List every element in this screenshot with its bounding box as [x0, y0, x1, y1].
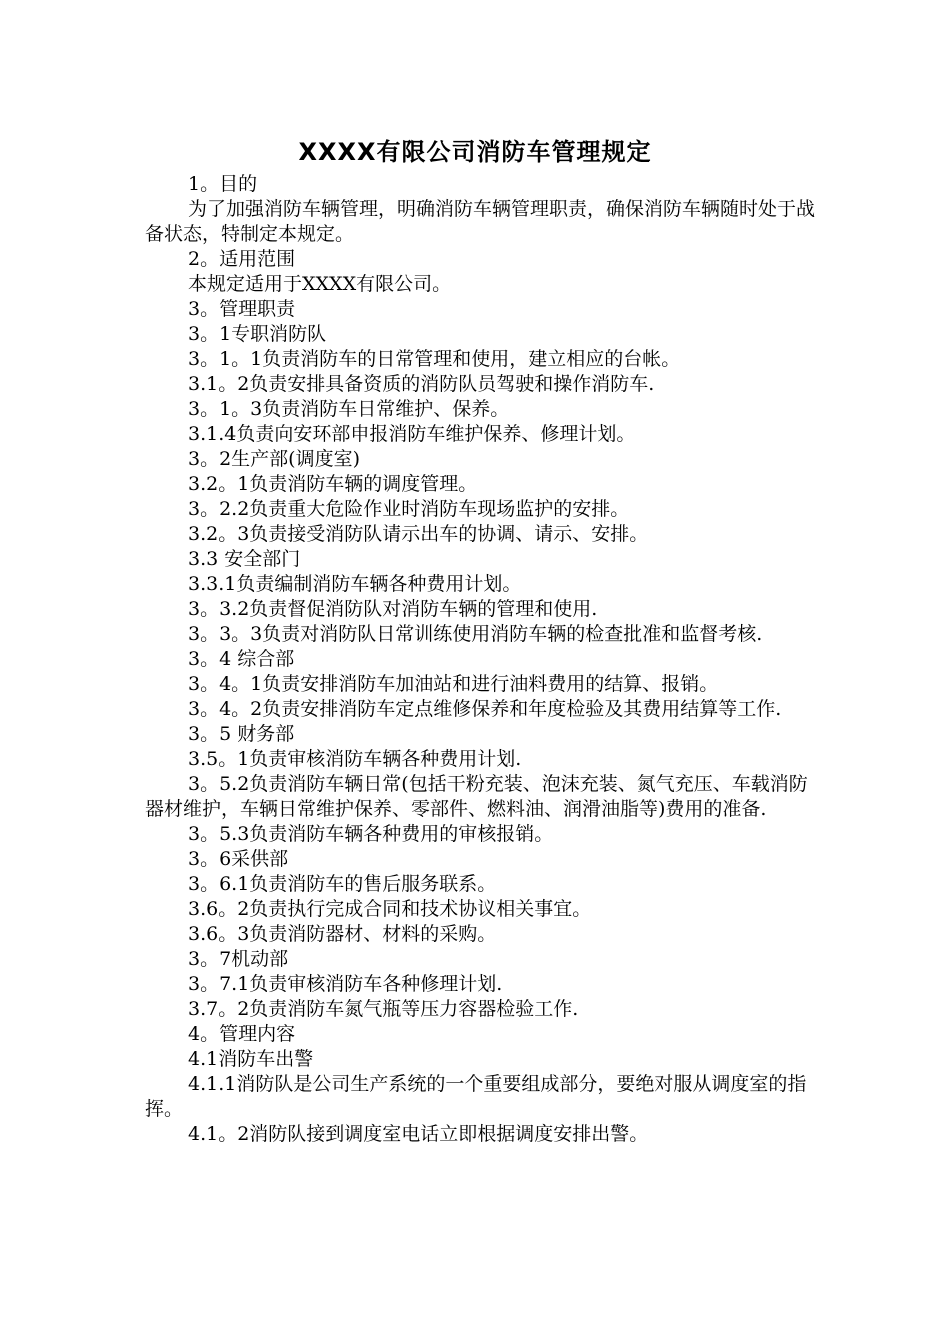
paragraph: 4.1。2消防队接到调度室电话立即根据调度安排出警。: [188, 1123, 649, 1145]
paragraph: 为了加强消防车辆管理，明确消防车辆管理职责，确保消防车辆随时处于战备状态，特制定本规定。: [145, 198, 816, 245]
paragraph: 3。5.2负责消防车辆日常(包括干粉充装、泡沫充装、氮气充压、车载消防器材维护，车辆日常维护保养、零部件、燃料油、润滑油脂等)费用的准备.: [145, 773, 808, 820]
paragraph: 3。6采供部: [188, 848, 289, 870]
paragraph: 3。5 财务部: [188, 723, 295, 745]
paragraph: 3。1。3负责消防车日常维护、保养。: [188, 398, 510, 420]
paragraph: 3.1.4负责向安环部申报消防车维护保养、修理计划。: [188, 423, 636, 445]
paragraph: 3。7.1负责审核消防车各种修理计划.: [188, 973, 503, 995]
paragraph: 4。管理内容: [188, 1023, 296, 1045]
paragraph: 3。6.1负责消防车的售后服务联系。: [188, 873, 497, 895]
document-title: XXXX有限公司消防车管理规定: [298, 138, 652, 166]
paragraph: 1。目的: [188, 173, 258, 195]
paragraph: 4.1.1消防队是公司生产系统的一个重要组成部分，要绝对服从调度室的指挥。: [145, 1073, 807, 1120]
paragraph: 3。4 综合部: [188, 648, 295, 670]
paragraph: 3。5.3负责消防车辆各种费用的审核报销。: [188, 823, 554, 845]
paragraph: 3.2。3负责接受消防队请示出车的协调、请示、安排。: [188, 523, 649, 545]
paragraph: 3。1。1负责消防车的日常管理和使用，建立相应的台帐。: [188, 348, 681, 370]
document-body: [145, 172, 825, 1147]
paragraph: 3。4。1负责安排消防车加油站和进行油料费用的结算、报销。: [188, 673, 719, 695]
paragraph: 本规定适用于XXXX有限公司。: [188, 273, 452, 295]
paragraph: 3。4。2负责安排消防车定点维修保养和年度检验及其费用结算等工作.: [188, 698, 782, 720]
paragraph: 3。3.2负责督促消防队对消防车辆的管理和使用.: [188, 598, 598, 620]
paragraph: 3.6。3负责消防器材、材料的采购。: [188, 923, 497, 945]
paragraph: 3。7机动部: [188, 948, 289, 970]
paragraph: 3.3.1负责编制消防车辆各种费用计划。: [188, 573, 522, 595]
paragraph: 3。2生产部(调度室): [188, 448, 361, 470]
paragraph: 3.5。1负责审核消防车辆各种费用计划.: [188, 748, 522, 770]
paragraph: 3.1。2负责安排具备资质的消防队员驾驶和操作消防车.: [188, 373, 655, 395]
paragraph: 4.1消防车出警: [188, 1048, 314, 1070]
paragraph: 3.6。2负责执行完成合同和技术协议相关事宜。: [188, 898, 592, 920]
paragraph: 3.2。1负责消防车辆的调度管理。: [188, 473, 478, 495]
paragraph: 3.3 安全部门: [188, 548, 301, 570]
paragraph: 3。1专职消防队: [188, 323, 327, 345]
paragraph: 3.7。2负责消防车氮气瓶等压力容器检验工作.: [188, 998, 579, 1020]
paragraph: 2。适用范围: [188, 248, 296, 270]
paragraph: 3。管理职责: [188, 298, 296, 320]
paragraph: 3。2.2负责重大危险作业时消防车现场监护的安排。: [188, 498, 630, 520]
paragraph: 3。3。3负责对消防队日常训练使用消防车辆的检查批准和监督考核.: [188, 623, 763, 645]
